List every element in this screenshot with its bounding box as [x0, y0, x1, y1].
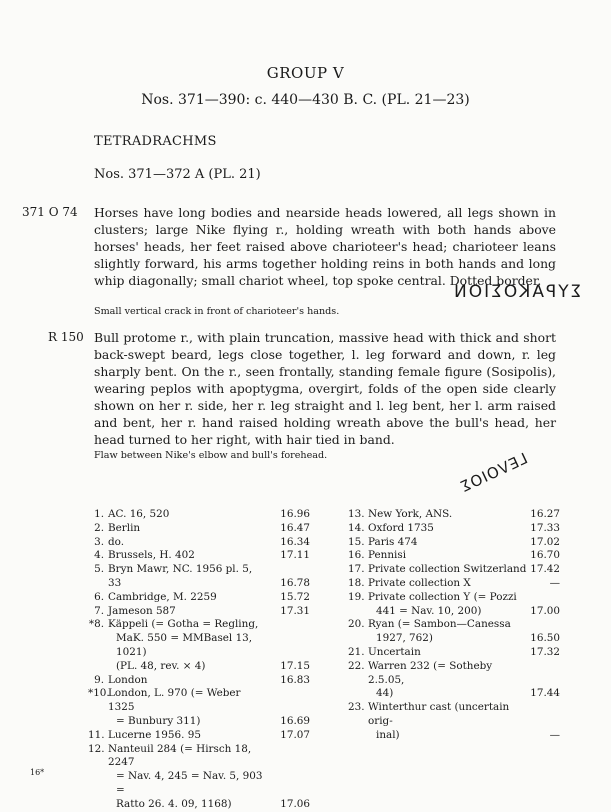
specimen-number: 17.: [348, 563, 365, 576]
specimen-weight: 16.78: [280, 576, 310, 589]
specimen-location: Private collection Y (= Pozzi 441 = Nav. 10, 200): [368, 590, 517, 617]
specimen-location: Jameson 587: [108, 604, 176, 617]
specimen-number: 4.: [94, 549, 104, 562]
specimen-row: [88, 563, 310, 591]
specimen-weight: 16.96: [280, 508, 310, 520]
specimen-weight: 17.02: [530, 535, 560, 548]
specimen-number: 15.: [348, 535, 365, 548]
specimen-weight: —: [549, 728, 560, 741]
specimen-row: [88, 605, 310, 619]
group-title: GROUP V: [266, 64, 345, 82]
specimen-row: [88, 591, 310, 605]
specimen-number: 14.: [348, 521, 365, 534]
obverse-description: Horses have long bodies and nearside heads lowered, all legs shown in clusters; large Nike flying r., holding wreath with both hands above horses' heads, her feet raised above charioteer's head; charioteer leans slightly forward, his arms together holding reins in both hands and long whip diagonally; small chariot wheel, top spoke central. Dotted border.: [94, 205, 556, 288]
specimen-row: [348, 536, 560, 550]
specimen-weight: 17.33: [530, 521, 560, 534]
specimen-location: Oxford 1735: [368, 521, 434, 534]
specimen-location: Warren 232 (= Sotheby 2.5.05, 44): [368, 659, 493, 700]
reverse-description: Bull protome r., with plain truncation, massive head with thick and short back-swept beard, legs close together, l. leg forward and down, r. leg sharply bent. On the r., seen frontally, standing female figure (Sosipolis), wearing peplos with apoptygma, overgirt, folds of the open side clearly shown on her r. side, her r. leg straight and l. leg bent, her l. arm raised and bent, her r. hand raised holding wreath above the bull's head, her head turned to her right, with hair tied in band.: [94, 330, 556, 447]
specimen-weight: 15.72: [280, 590, 310, 603]
specimen-number: 2.: [94, 521, 104, 534]
specimen-weight: 17.31: [280, 604, 310, 617]
specimen-number: *8.: [88, 618, 104, 631]
specimen-weight: 17.07: [280, 728, 310, 741]
specimen-row: [348, 660, 560, 701]
specimen-weight: 17.11: [280, 549, 310, 562]
specimen-location: Nanteuil 284 (= Hirsch 18, 2247 = Nav. 4, 245 = Nav. 5, 903 = Ratto 26. 4. 09, 1168): [108, 742, 263, 810]
specimen-location: Käppeli (= Gotha = Regling, MaK. 550 = MMBasel 13, 1021) (PL. 48, rev. × 4): [108, 618, 259, 672]
specimen-row: [348, 549, 560, 563]
specimen-location: London, L. 970 (= Weber 1325 = Bunbury 311): [108, 687, 241, 727]
specimen-location: AC. 16, 520: [108, 508, 170, 520]
specimen-weight: 17.42: [530, 563, 560, 576]
specimen-row: [348, 522, 560, 536]
specimen-number: 20.: [348, 618, 365, 631]
obverse-legend: ΣΥΡΑΚΟΣΙΟΝ: [452, 282, 582, 302]
specimen-location: London: [108, 673, 148, 686]
specimen-location: Lucerne 1956. 95: [108, 728, 201, 741]
specimen-location: Paris 474: [368, 535, 418, 548]
page-mark: 16*: [30, 768, 45, 777]
obverse-label: 371 O 74: [22, 205, 78, 219]
specimen-row: [88, 729, 310, 743]
specimen-number: 9.: [94, 673, 104, 686]
specimen-number: *10.: [88, 687, 110, 700]
specimen-location: Brussels, H. 402: [108, 549, 195, 562]
specimen-row: [88, 549, 310, 563]
reverse-note: Flaw between Nike's elbow and bull's forehead.: [94, 450, 328, 461]
specimen-number: 3.: [94, 535, 104, 548]
specimen-location: Pennisi: [368, 549, 407, 562]
specimen-row: [348, 591, 560, 619]
specimen-number: 23.: [348, 701, 365, 714]
specimen-number: 16.: [348, 549, 365, 562]
specimen-location: do.: [108, 535, 125, 548]
specimen-weight: 17.15: [280, 659, 310, 672]
specimen-row: [88, 687, 310, 728]
specimen-row: [88, 536, 310, 550]
section-heading: TETRADRACHMS: [94, 134, 217, 149]
specimen-weight: 17.44: [530, 687, 560, 700]
specimen-list-left: [88, 508, 310, 812]
specimen-location: Ryan (= Sambon—Canessa 1927, 762): [368, 618, 511, 645]
specimen-row: [348, 563, 560, 577]
reverse-label: R 150: [48, 330, 84, 344]
specimen-row: [88, 743, 310, 812]
specimen-location: Cambridge, M. 2259: [108, 590, 217, 603]
specimen-number: 5.: [94, 563, 104, 576]
specimen-row: [348, 618, 560, 646]
specimen-row: [88, 618, 310, 673]
specimen-number: 22.: [348, 659, 365, 672]
specimen-weight: 16.83: [280, 673, 310, 686]
specimen-weight: 16.69: [280, 714, 310, 727]
specimen-location: Bryn Mawr, NC. 1956 pl. 5, 33: [108, 563, 253, 589]
specimen-weight: 16.27: [530, 508, 560, 520]
specimen-location: Uncertain: [368, 645, 421, 658]
specimen-number: 13.: [348, 508, 365, 520]
specimen-weight: 17.32: [530, 645, 560, 658]
specimen-number: 7.: [94, 604, 104, 617]
specimen-number: 6.: [94, 590, 104, 603]
specimen-location: Berlin: [108, 521, 141, 534]
reverse-legend: ΓΕΛΟΙΟΣ: [456, 448, 531, 496]
specimen-number: 1.: [94, 508, 104, 520]
nos-range: Nos. 371—390: c. 440—430 B. C. (PL. 21—23): [141, 92, 470, 108]
specimen-number: 21.: [348, 645, 365, 658]
specimen-row: [348, 646, 560, 660]
obverse-note: Small vertical crack in front of charioteer's hands.: [94, 306, 340, 317]
specimen-weight: 17.00: [530, 604, 560, 617]
subsection-nos: Nos. 371—372 A (PL. 21): [94, 167, 261, 182]
specimen-row: [88, 674, 310, 688]
specimen-row: [88, 508, 310, 522]
specimen-weight: 16.34: [280, 535, 310, 548]
specimen-location: New York, ANS.: [368, 508, 453, 520]
specimen-row: [88, 522, 310, 536]
specimen-row: [348, 508, 560, 522]
specimen-row: [348, 577, 560, 591]
specimen-location: Private collection X: [368, 576, 471, 589]
specimen-number: 11.: [88, 728, 105, 741]
specimen-row: [348, 701, 560, 742]
specimen-list-right: [348, 508, 560, 743]
specimen-number: 18.: [348, 576, 365, 589]
specimen-location: Private collection Switzerland: [368, 563, 527, 576]
specimen-weight: —: [549, 576, 560, 589]
specimen-weight: 16.50: [530, 632, 560, 645]
specimen-number: 19.: [348, 590, 365, 603]
specimen-weight: 16.47: [280, 521, 310, 534]
specimen-weight: 17.06: [280, 797, 310, 810]
specimen-location: Winterthur cast (uncertain orig- inal): [368, 701, 510, 741]
specimen-number: 12.: [88, 742, 105, 755]
specimen-weight: 16.70: [530, 549, 560, 562]
